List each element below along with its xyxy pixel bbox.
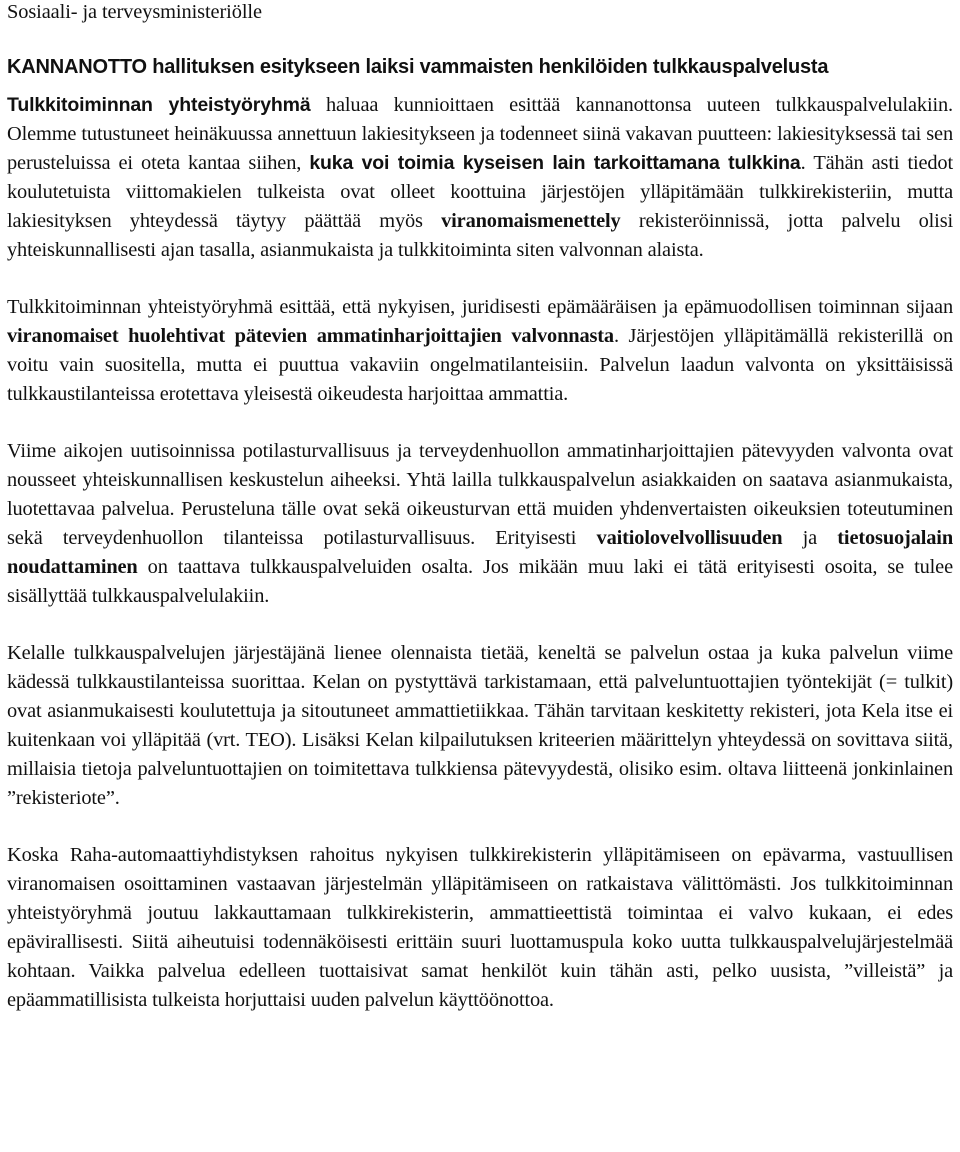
document-page xyxy=(7,0,953,1015)
paragraph-1-text-b: . Tähän asti tiedot koulutetuista viittomakielen tulkeista ovat olleet koottuina järjestöjen ylläpitämään tulkkirekisteriin, mutta lakiesityksen yhteydessä täytyy päättää myös xyxy=(7,152,953,232)
paragraph-5: Koska Raha-automaattiyhdistyksen rahoitus nykyisen tulkkirekisterin ylläpitämiseen on epävarma, vastuullisen viranomaisen osoittaminen vastaavan järjestelmän ylläpitämiseen on ratkaistava välittömästi. Jos tulkkitoiminnan yhteistyöryhmä joutuu lakkauttamaan tulkkirekisterin, ammattieettistä toimintaa ei valvo kukaan, ei edes epävirallisesti. Siitä aiheutuisi todennäköisesti erittäin suuri luottamuspula koko uutta tulkkauspalvelujärjestelmää kohtaan. Vaikka palvelua edelleen tuottaisivat samat henkilöt kuin tähän asti, pelko uusista, ”villeistä” ja epäammatillisista tulkeista horjuttaisi uuden palvelun käyttöönottoa. xyxy=(7,844,953,1011)
paragraph-3-text-c: on taattava tulkkauspalveluiden osalta. Jos mikään muu laki ei tätä erityisesti osoita, se tulee sisällyttää tulkkauspalvelulakiin. xyxy=(7,556,953,607)
paragraph-1 xyxy=(7,91,953,265)
paragraph-4: Kelalle tulkkauspalvelujen järjestäjänä lienee olennaista tietää, keneltä se palvelun ostaa ja kuka palvelun viime kädessä tulkkaustilanteissa suorittaa. Kelan on pystyttävä tarkistamaan, että palveluntuottajien työntekijät (= tulkit) ovat asianmukaisesti koulutettuja ja sitoutuneet ammattietiikkaa. Tähän tarvitaan keskitetty rekisteri, jota Kela itse ei kuitenkaan voi ylläpitää (vrt. TEO). Lisäksi Kelan kilpailutuksen kriteerien määrittelyn yhteydessä on sovittava siitä, millaisia tietoja palveluntuottajien on toimitettava tulkkiensa pätevyydestä, olisiko esim. oltava liitteenä jonkinlainen ”rekisteriote”. xyxy=(7,642,953,809)
paragraph-3-text-b: ja xyxy=(782,527,838,549)
emphasis-who-is-interpreter: kuka voi toimia kyseisen lain tarkoittamana tulkkina xyxy=(309,152,801,174)
paragraph-2-text-a: Tulkkitoiminnan yhteistyöryhmä esittää, että nykyisen, juridisesti epämääräisen ja epämuodollisen toiminnan sijaan xyxy=(7,296,953,318)
paragraph-1-text-c: rekisteröinnissä, jotta palvelu olisi yhteiskunnallisesti ajan tasalla, asianmukaista ja tulkkitoiminta siten valvonnan alaista. xyxy=(7,210,953,261)
emphasis-authority-supervision: viranomaiset huolehtivat pätevien ammatinharjoittajien valvonnasta xyxy=(7,325,614,347)
paragraph-1-text-a: haluaa kunnioittaen esittää kannanottonsa uuteen tulkkauspalvelulakiin. Olemme tutustuneet heinäkuussa annettuun lakiesitykseen ja todenneet siinä vakavan puutteen: lakiesityksessä tai sen perusteluissa ei oteta kantaa siihen, xyxy=(7,94,953,174)
emphasis-confidentiality: vaitiolovelvollisuuden xyxy=(596,527,783,549)
addressee: Sosiaali- ja terveysministeriölle xyxy=(7,1,262,23)
paragraph-3 xyxy=(7,437,953,611)
paragraph-2 xyxy=(7,293,953,409)
paragraph-3-text-a: Viime aikojen uutisoinnissa potilasturvallisuus ja terveydenhuollon ammatinharjoittajien pätevyyden valvonta ovat nousseet yhteiskunnallisen keskustelun aiheeksi. Yhtä lailla tulkkauspalvelun asiakkaiden on saatava asianmukaista, luotettavaa palvelua. Perusteluna tälle ovat sekä oikeusturvan että muiden yhdenvertaisten oikeuksien toteutuminen sekä terveydenhuollon tilanteissa potilasturvallisuus. Erityisesti xyxy=(7,440,953,549)
emphasis-authority-procedure: viranomaismenettely xyxy=(441,210,621,232)
emphasis-data-protection: tietosuojalain noudattaminen xyxy=(7,527,954,578)
emphasis-group-name: Tulkkitoiminnan yhteistyöryhmä xyxy=(7,94,311,116)
paragraph-2-text-b: . Järjestöjen ylläpitämällä rekisterillä on voitu vain suositella, mutta ei puuttua vakaviin ongelmatilanteisiin. Palvelun laadun valvonta on yksittäisissä tulkkaustilanteissa erotettava yleisestä oikeudesta harjoittaa ammattia. xyxy=(7,325,953,405)
document-title: KANNANOTTO hallituksen esitykseen laiksi vammaisten henkilöiden tulkkauspalvelusta xyxy=(7,56,829,78)
